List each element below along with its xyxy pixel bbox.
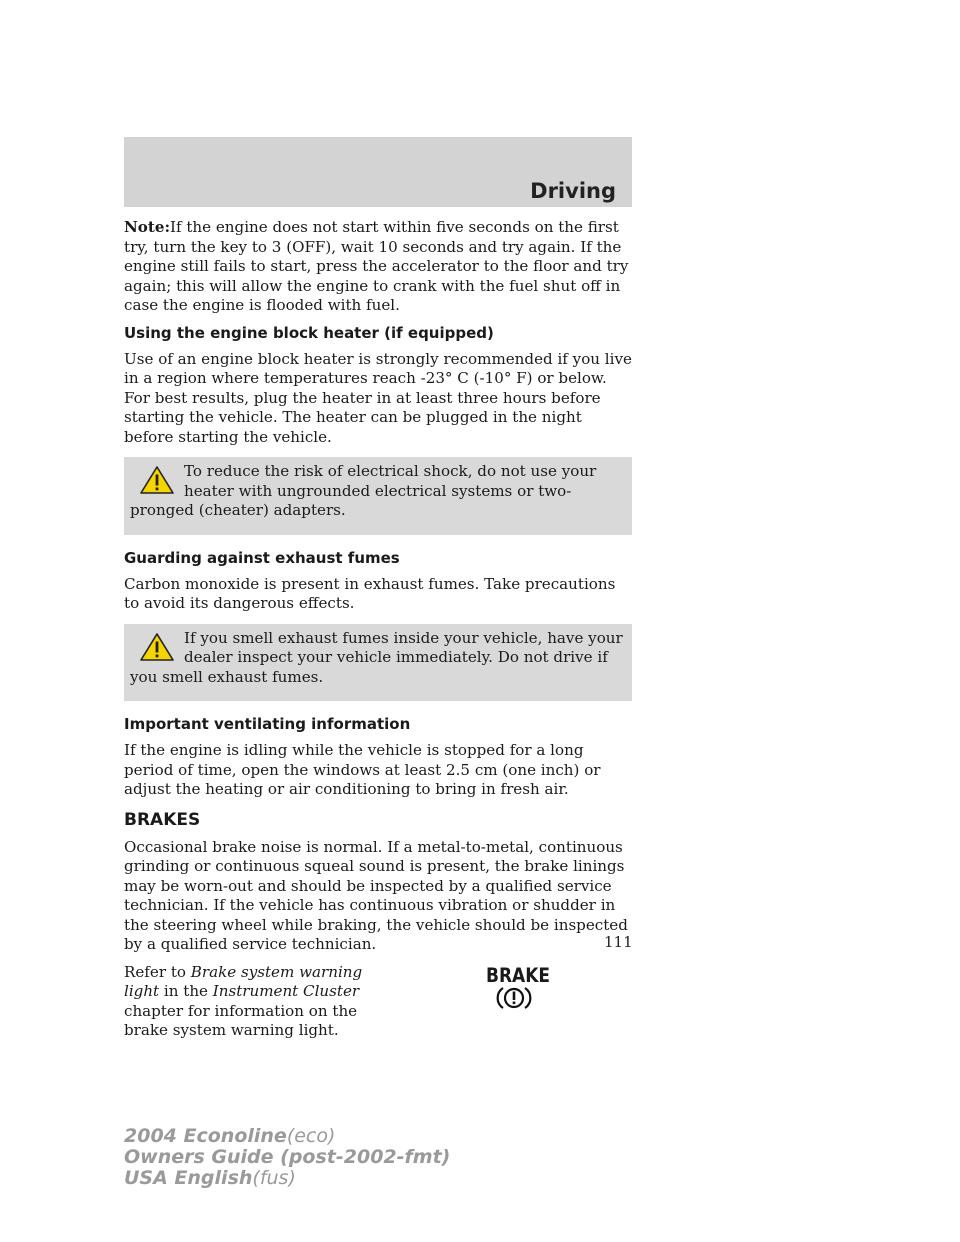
exhaust-heading: Guarding against exhaust fumes: [124, 548, 400, 567]
note-paragraph: [124, 218, 632, 316]
note-label: Note:: [124, 218, 171, 236]
brake-reference: [124, 963, 632, 1041]
refer-mid: in the: [159, 982, 213, 1000]
block-heater-heading: Using the engine block heater (if equipped): [124, 323, 494, 342]
block-heater-warning-text: To reduce the risk of electrical shock, do not use your heater with ungrounded electrical systems or two-pronged (cheater) adapters.: [130, 462, 597, 519]
footer-line-2: Owners Guide (post-2002-fmt): [124, 1146, 451, 1168]
note-text: If the engine does not start within five seconds on the first try, turn the key to 3 (OFF), wait 10 seconds and try again. If the engine still fails to start, press the accelerator to the floor and try again; this will allow the engine to crank with the fuel shut off in case the engine is flooded with fuel.: [124, 218, 629, 314]
footer-model: 2004 Econoline: [124, 1125, 287, 1147]
footer-language-code: (fus): [252, 1167, 296, 1189]
brake-warning-icon: [486, 964, 550, 1017]
warning-triangle-icon: [140, 466, 174, 494]
refer-link: Brake system warning light: [124, 962, 363, 1000]
footer: [124, 1126, 450, 1189]
section-title: Driving: [530, 179, 616, 203]
ventilating-body: If the engine is idling while the vehicle is stopped for a long period of time, open the windows at least 2.5 cm (one inch) or adjust the heating or air conditioning to bring in fresh air.: [124, 741, 601, 798]
exhaust-warning-text: If you smell exhaust fumes inside your vehicle, have your dealer inspect your vehicle immediately. Do not drive if you smell exhaust fumes.: [130, 628, 623, 686]
brake-reference-text: [124, 963, 374, 1041]
footer-line-1: [124, 1126, 450, 1147]
page-content: [124, 218, 632, 1041]
footer-model-code: (eco): [286, 1125, 336, 1147]
header-band: [124, 137, 632, 207]
block-heater-warning: [124, 457, 632, 535]
refer-chapter: Instrument Cluster: [212, 982, 360, 1000]
exhaust-warning: [124, 624, 632, 702]
page-number: 111: [604, 933, 633, 951]
footer-language: USA English: [124, 1167, 253, 1189]
ventilating-heading: Important ventilating information: [124, 715, 411, 733]
brake-icon-label: BRAKE: [486, 964, 550, 987]
refer-prefix: Refer to: [124, 962, 191, 981]
warning-triangle-icon: [140, 633, 174, 661]
brakes-body: Occasional brake noise is normal. If a metal-to-metal, continuous grinding or continuous squeal sound is present, the brake linings may be worn-out and should be inspected by a qualified service technician. If the vehicle has continuous vibration or shudder in the steering wheel while braking, the vehicle should be inspected by a qualified service technician.: [124, 837, 628, 953]
brake-circle-icon: [494, 985, 534, 1011]
refer-suffix: chapter for information on the brake system warning light.: [124, 1001, 358, 1039]
footer-line-3: [124, 1168, 450, 1189]
block-heater-body: Use of an engine block heater is strongly recommended if you live in a region where temperatures reach -23° C (-10° F) or below. For best results, plug the heater in at least three hours before starting the vehicle. The heater can be plugged in the night before starting the vehicle.: [124, 349, 632, 446]
exhaust-body: Carbon monoxide is present in exhaust fumes. Take precautions to avoid its dangerous effects.: [124, 574, 616, 612]
brakes-heading: BRAKES: [124, 809, 201, 830]
